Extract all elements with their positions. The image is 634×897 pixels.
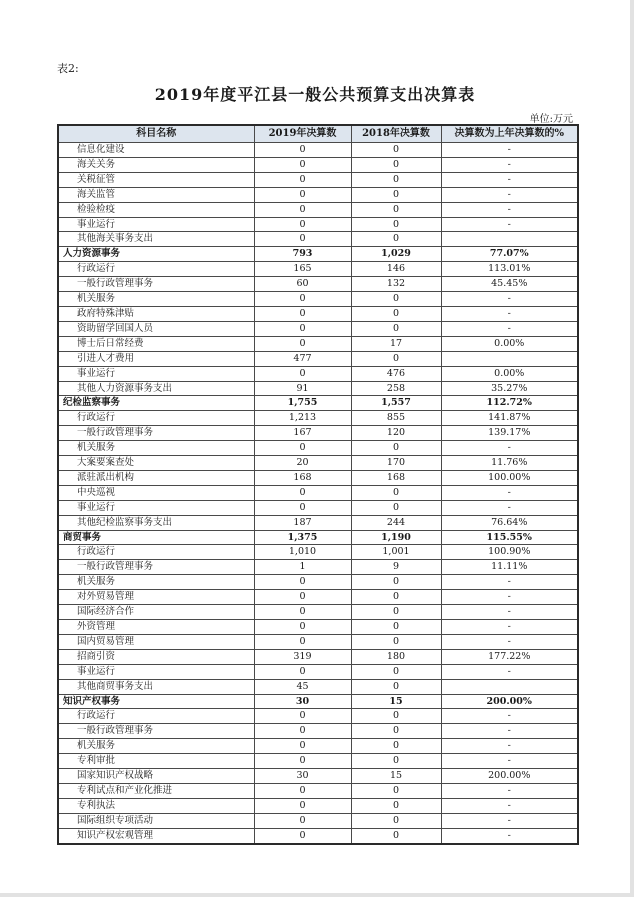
subject-name-cell: 引进人才费用 (58, 351, 254, 366)
table-row (58, 679, 578, 694)
table-row (58, 664, 578, 679)
table-container (57, 124, 577, 845)
percent-cell: 0.00% (441, 336, 578, 351)
table-row (58, 321, 578, 336)
subject-name-cell: 纪检监察事务 (58, 396, 254, 411)
value-2019-cell: 0 (254, 306, 351, 321)
subject-name-cell: 一般行政管理事务 (58, 426, 254, 441)
table-row (58, 277, 578, 292)
value-2019-cell: 165 (254, 262, 351, 277)
table-row (58, 366, 578, 381)
percent-cell: - (441, 783, 578, 798)
table-row (58, 605, 578, 620)
percent-cell (441, 351, 578, 366)
unit-note: 单位:万元 (529, 114, 573, 125)
value-2019-cell: 30 (254, 694, 351, 709)
percent-cell: 100.90% (441, 545, 578, 560)
value-2018-cell: 0 (351, 441, 441, 456)
value-2018-cell: 476 (351, 366, 441, 381)
percent-cell: 11.76% (441, 456, 578, 471)
subject-name-cell: 专利执法 (58, 798, 254, 813)
value-2018-cell: 15 (351, 694, 441, 709)
percent-cell: - (441, 828, 578, 843)
value-2019-cell: 1,010 (254, 545, 351, 560)
value-2018-cell: 0 (351, 306, 441, 321)
percent-cell: - (441, 202, 578, 217)
subject-name-cell: 政府特殊津贴 (58, 306, 254, 321)
subject-name-cell: 招商引资 (58, 649, 254, 664)
table-row (58, 202, 578, 217)
value-2018-cell: 0 (351, 739, 441, 754)
value-2018-cell: 0 (351, 783, 441, 798)
value-2019-cell: 0 (254, 575, 351, 590)
value-2018-cell: 0 (351, 709, 441, 724)
value-2019-cell: 0 (254, 500, 351, 515)
value-2019-cell: 0 (254, 441, 351, 456)
table-row (58, 247, 578, 262)
table-row (58, 620, 578, 635)
header-subject-name: 科目名称 (58, 125, 254, 143)
value-2019-cell: 168 (254, 470, 351, 485)
subject-name-cell: 事业运行 (58, 366, 254, 381)
table-row (58, 754, 578, 769)
value-2018-cell: 1,029 (351, 247, 441, 262)
value-2019-cell: 0 (254, 202, 351, 217)
table-row (58, 381, 578, 396)
value-2018-cell: 180 (351, 649, 441, 664)
value-2018-cell: 244 (351, 515, 441, 530)
subject-name-cell: 国际经济合作 (58, 605, 254, 620)
value-2019-cell: 0 (254, 217, 351, 232)
percent-cell: - (441, 157, 578, 172)
percent-cell: - (441, 575, 578, 590)
subject-name-cell: 其他商贸事务支出 (58, 679, 254, 694)
percent-cell: 177.22% (441, 649, 578, 664)
subject-name-cell: 机关服务 (58, 575, 254, 590)
percent-cell: 77.07% (441, 247, 578, 262)
table-row (58, 143, 578, 158)
table-row (58, 411, 578, 426)
subject-name-cell: 关税征管 (58, 172, 254, 187)
subject-name-cell: 行政运行 (58, 411, 254, 426)
value-2018-cell: 0 (351, 575, 441, 590)
percent-cell: 100.00% (441, 470, 578, 485)
percent-cell: - (441, 306, 578, 321)
value-2018-cell: 9 (351, 560, 441, 575)
table-row (58, 172, 578, 187)
subject-name-cell: 机关服务 (58, 441, 254, 456)
value-2019-cell: 60 (254, 277, 351, 292)
value-2019-cell: 30 (254, 769, 351, 784)
table-row (58, 739, 578, 754)
subject-name-cell: 其他人力资源事务支出 (58, 381, 254, 396)
value-2019-cell: 0 (254, 754, 351, 769)
subject-name-cell: 对外贸易管理 (58, 590, 254, 605)
value-2018-cell: 0 (351, 724, 441, 739)
value-2018-cell: 15 (351, 769, 441, 784)
value-2019-cell: 0 (254, 336, 351, 351)
value-2019-cell: 0 (254, 605, 351, 620)
percent-cell: - (441, 590, 578, 605)
table-row (58, 187, 578, 202)
table-row (58, 709, 578, 724)
value-2019-cell: 1 (254, 560, 351, 575)
value-2018-cell: 0 (351, 187, 441, 202)
percent-cell: - (441, 724, 578, 739)
percent-cell: 11.11% (441, 560, 578, 575)
percent-cell: - (441, 187, 578, 202)
subject-name-cell: 事业运行 (58, 664, 254, 679)
value-2019-cell: 0 (254, 172, 351, 187)
subject-name-cell: 资助留学回国人员 (58, 321, 254, 336)
header-row (58, 125, 578, 143)
table-label: 表2: (57, 62, 79, 75)
value-2019-cell: 0 (254, 739, 351, 754)
percent-cell: - (441, 620, 578, 635)
value-2018-cell: 168 (351, 470, 441, 485)
header-2019-final: 2019年决算数 (254, 125, 351, 143)
percent-cell: - (441, 634, 578, 649)
value-2019-cell: 187 (254, 515, 351, 530)
table-row (58, 560, 578, 575)
table-row (58, 336, 578, 351)
value-2018-cell: 0 (351, 754, 441, 769)
value-2019-cell: 793 (254, 247, 351, 262)
value-2018-cell: 1,557 (351, 396, 441, 411)
percent-cell (441, 232, 578, 247)
value-2018-cell: 1,190 (351, 530, 441, 545)
subject-name-cell: 派驻派出机构 (58, 470, 254, 485)
value-2018-cell: 0 (351, 605, 441, 620)
percent-cell: 113.01% (441, 262, 578, 277)
percent-cell: 35.27% (441, 381, 578, 396)
value-2018-cell: 0 (351, 157, 441, 172)
subject-name-cell: 机关服务 (58, 292, 254, 307)
value-2018-cell: 146 (351, 262, 441, 277)
subject-name-cell: 信息化建设 (58, 143, 254, 158)
subject-name-cell: 大案要案查处 (58, 456, 254, 471)
subject-name-cell: 国内贸易管理 (58, 634, 254, 649)
table-row (58, 262, 578, 277)
value-2018-cell: 0 (351, 172, 441, 187)
subject-name-cell: 博士后日常经费 (58, 336, 254, 351)
subject-name-cell: 一般行政管理事务 (58, 560, 254, 575)
percent-cell: - (441, 664, 578, 679)
value-2019-cell: 0 (254, 157, 351, 172)
percent-cell: - (441, 441, 578, 456)
table-row (58, 828, 578, 843)
value-2018-cell: 0 (351, 813, 441, 828)
percent-cell: 45.45% (441, 277, 578, 292)
value-2018-cell: 1,001 (351, 545, 441, 560)
header-2018-final: 2018年决算数 (351, 125, 441, 143)
table-row (58, 232, 578, 247)
table-row (58, 575, 578, 590)
value-2019-cell: 0 (254, 143, 351, 158)
value-2019-cell: 0 (254, 828, 351, 843)
table-row (58, 470, 578, 485)
subject-name-cell: 海关监管 (58, 187, 254, 202)
value-2018-cell: 0 (351, 500, 441, 515)
value-2018-cell: 0 (351, 485, 441, 500)
value-2019-cell: 0 (254, 620, 351, 635)
value-2018-cell: 0 (351, 232, 441, 247)
percent-cell: - (441, 739, 578, 754)
subject-name-cell: 检验检疫 (58, 202, 254, 217)
subject-name-cell: 国家知识产权战略 (58, 769, 254, 784)
percent-cell: 141.87% (441, 411, 578, 426)
percent-cell: - (441, 798, 578, 813)
value-2018-cell: 17 (351, 336, 441, 351)
percent-cell: - (441, 217, 578, 232)
percent-cell: 112.72% (441, 396, 578, 411)
value-2018-cell: 0 (351, 202, 441, 217)
subject-name-cell: 专利试点和产业化推进 (58, 783, 254, 798)
subject-name-cell: 知识产权宏观管理 (58, 828, 254, 843)
percent-cell: - (441, 754, 578, 769)
value-2019-cell: 0 (254, 485, 351, 500)
subject-name-cell: 知识产权事务 (58, 694, 254, 709)
percent-cell: - (441, 709, 578, 724)
percent-cell: - (441, 485, 578, 500)
table-row (58, 217, 578, 232)
table-row (58, 500, 578, 515)
value-2018-cell: 0 (351, 143, 441, 158)
value-2018-cell: 0 (351, 590, 441, 605)
budget-table (57, 124, 579, 845)
percent-cell: 200.00% (441, 694, 578, 709)
value-2019-cell: 1,375 (254, 530, 351, 545)
value-2019-cell: 20 (254, 456, 351, 471)
percent-cell: 139.17% (441, 426, 578, 441)
percent-cell: - (441, 172, 578, 187)
value-2018-cell: 0 (351, 679, 441, 694)
percent-cell: - (441, 605, 578, 620)
value-2019-cell: 167 (254, 426, 351, 441)
subject-name-cell: 其他海关事务支出 (58, 232, 254, 247)
value-2018-cell: 0 (351, 828, 441, 843)
percent-cell: 0.00% (441, 366, 578, 381)
subject-name-cell: 外资管理 (58, 620, 254, 635)
percent-cell: - (441, 500, 578, 515)
table-body (58, 143, 578, 844)
value-2019-cell: 0 (254, 321, 351, 336)
table-row (58, 798, 578, 813)
table-row (58, 649, 578, 664)
table-row (58, 515, 578, 530)
value-2019-cell: 91 (254, 381, 351, 396)
table-row (58, 545, 578, 560)
value-2019-cell: 0 (254, 664, 351, 679)
value-2019-cell: 0 (254, 813, 351, 828)
value-2018-cell: 120 (351, 426, 441, 441)
value-2019-cell: 0 (254, 187, 351, 202)
subject-name-cell: 专利审批 (58, 754, 254, 769)
percent-cell: 115.55% (441, 530, 578, 545)
value-2019-cell: 45 (254, 679, 351, 694)
table-row (58, 813, 578, 828)
subject-name-cell: 商贸事务 (58, 530, 254, 545)
percent-cell: 76.64% (441, 515, 578, 530)
table-row (58, 634, 578, 649)
percent-cell: - (441, 813, 578, 828)
page-title: 2019年度平江县一般公共预算支出决算表 (154, 85, 476, 104)
value-2019-cell: 1,213 (254, 411, 351, 426)
value-2018-cell: 258 (351, 381, 441, 396)
table-row (58, 456, 578, 471)
table-row (58, 724, 578, 739)
value-2019-cell: 0 (254, 590, 351, 605)
subject-name-cell: 行政运行 (58, 545, 254, 560)
table-row (58, 530, 578, 545)
value-2018-cell: 0 (351, 634, 441, 649)
table-row (58, 292, 578, 307)
table-row (58, 426, 578, 441)
subject-name-cell: 中央巡视 (58, 485, 254, 500)
subject-name-cell: 事业运行 (58, 500, 254, 515)
subject-name-cell: 行政运行 (58, 709, 254, 724)
value-2019-cell: 0 (254, 798, 351, 813)
value-2018-cell: 0 (351, 321, 441, 336)
value-2019-cell: 0 (254, 232, 351, 247)
value-2019-cell: 0 (254, 709, 351, 724)
subject-name-cell: 机关服务 (58, 739, 254, 754)
table-row (58, 485, 578, 500)
value-2018-cell: 0 (351, 351, 441, 366)
percent-cell: - (441, 143, 578, 158)
table-row (58, 396, 578, 411)
value-2018-cell: 0 (351, 620, 441, 635)
value-2018-cell: 0 (351, 292, 441, 307)
header-percent-of-prior-year: 决算数为上年决算数的% (441, 125, 578, 143)
table-header (58, 125, 578, 143)
value-2018-cell: 0 (351, 798, 441, 813)
percent-cell (441, 679, 578, 694)
subject-name-cell: 事业运行 (58, 217, 254, 232)
table-row (58, 783, 578, 798)
value-2018-cell: 0 (351, 664, 441, 679)
subject-name-cell: 一般行政管理事务 (58, 724, 254, 739)
percent-cell: 200.00% (441, 769, 578, 784)
subject-name-cell: 行政运行 (58, 262, 254, 277)
percent-cell: - (441, 292, 578, 307)
value-2019-cell: 0 (254, 724, 351, 739)
table-row (58, 306, 578, 321)
table-row (58, 157, 578, 172)
subject-name-cell: 一般行政管理事务 (58, 277, 254, 292)
value-2018-cell: 855 (351, 411, 441, 426)
value-2019-cell: 1,755 (254, 396, 351, 411)
value-2019-cell: 477 (254, 351, 351, 366)
subject-name-cell: 人力资源事务 (58, 247, 254, 262)
table-row (58, 441, 578, 456)
percent-cell: - (441, 321, 578, 336)
value-2019-cell: 0 (254, 783, 351, 798)
subject-name-cell: 其他纪检监察事务支出 (58, 515, 254, 530)
table-row (58, 351, 578, 366)
value-2019-cell: 0 (254, 292, 351, 307)
value-2018-cell: 170 (351, 456, 441, 471)
value-2019-cell: 319 (254, 649, 351, 664)
subject-name-cell: 国际组织专项活动 (58, 813, 254, 828)
subject-name-cell: 海关关务 (58, 157, 254, 172)
value-2018-cell: 0 (351, 217, 441, 232)
table-row (58, 769, 578, 784)
value-2019-cell: 0 (254, 634, 351, 649)
value-2018-cell: 132 (351, 277, 441, 292)
table-row (58, 694, 578, 709)
table-row (58, 590, 578, 605)
value-2019-cell: 0 (254, 366, 351, 381)
